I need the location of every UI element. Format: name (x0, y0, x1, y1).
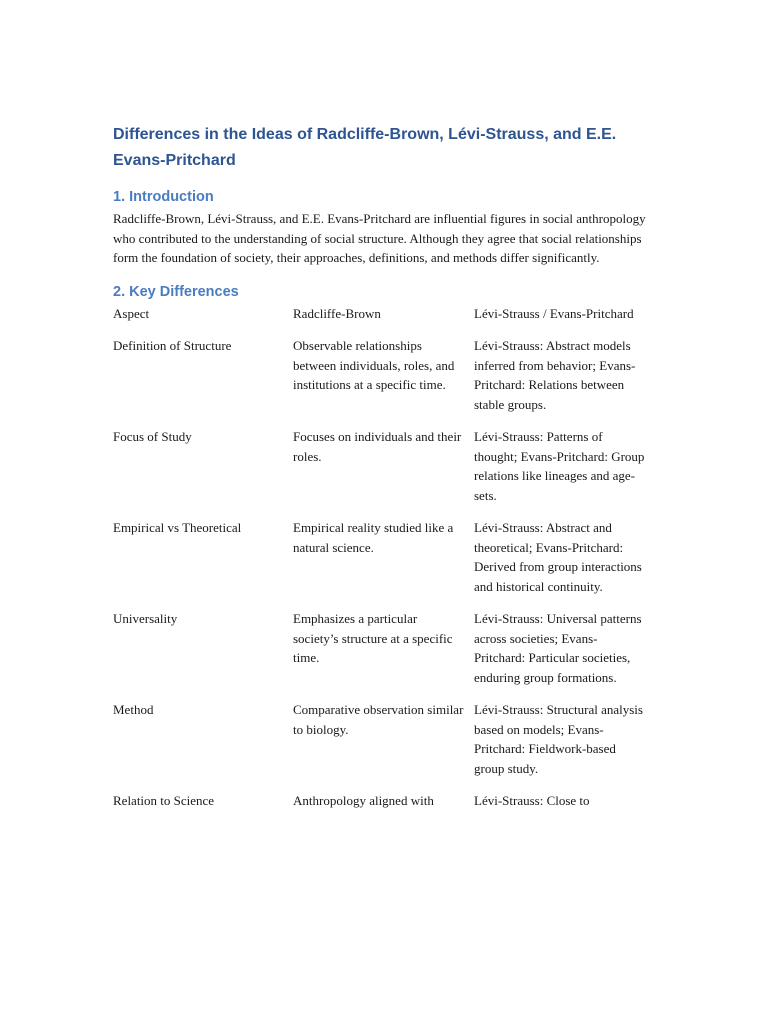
table-cell-radcliffe-brown: Comparative observation similar to biology. (293, 702, 464, 737)
table-cell-levi-strauss-evans-pritchard: Lévi-Strauss: Abstract models inferred from behavior; Evans-Pritchard: Relations between stable groups. (474, 338, 636, 412)
section-heading-introduction: 1. Introduction (113, 189, 214, 205)
table-cell-radcliffe-brown: Emphasizes a particular society’s structure at a specific time. (293, 611, 453, 665)
table-cell-aspect: Method (113, 702, 154, 717)
table-cell-levi-strauss-evans-pritchard: Lévi-Strauss: Patterns of thought; Evans-Pritchard: Group relations like lineages and age-sets. (474, 429, 645, 503)
table-cell-levi-strauss-evans-pritchard: Lévi-Strauss: Close to (474, 793, 590, 808)
table-row (113, 518, 658, 609)
table-cell-levi-strauss-evans-pritchard: Lévi-Strauss: Universal patterns across societies; Evans-Pritchard: Particular societies, enduring group formations. (474, 611, 642, 685)
header-cell-radcliffe-brown: Radcliffe-Brown (293, 305, 381, 321)
table-header-row (113, 304, 658, 337)
table-row (113, 791, 658, 824)
table-cell-aspect: Relation to Science (113, 793, 215, 808)
table-cell-aspect: Definition of Structure (113, 338, 232, 353)
table-row (113, 700, 658, 791)
table-cell-levi-strauss-evans-pritchard: Lévi-Strauss: Abstract and theoretical; Evans-Pritchard: Derived from group interactions and historical continuity. (474, 520, 642, 594)
table-row (113, 427, 658, 518)
table-row (113, 336, 658, 427)
table-cell-aspect: Empirical vs Theoretical (113, 520, 242, 535)
table-cell-aspect: Universality (113, 611, 178, 626)
introduction-paragraph: Radcliffe-Brown, Lévi-Strauss, and E.E. Evans-Pritchard are influential figures in social anthropology who contributed to the understanding of social structure. Although they agree that social relationships form the foundation of society, their approaches, definitions, and methods differ significantly. (113, 211, 646, 265)
document-title: Differences in the Ideas of Radcliffe-Brown, Lévi-Strauss, and E.E. Evans-Pritchard (113, 126, 617, 169)
table-cell-radcliffe-brown: Empirical reality studied like a natural science. (293, 520, 454, 555)
table-row (113, 609, 658, 700)
differences-table (113, 304, 658, 824)
table-cell-radcliffe-brown: Anthropology aligned with (293, 793, 434, 808)
table-cell-radcliffe-brown: Observable relationships between individuals, roles, and institutions at a specific time. (293, 338, 455, 392)
header-cell-aspect: Aspect (113, 305, 150, 321)
table-cell-radcliffe-brown: Focuses on individuals and their roles. (293, 429, 462, 464)
table-cell-aspect: Focus of Study (113, 429, 192, 444)
header-cell-levi-strauss-evans-pritchard: Lévi-Strauss / Evans-Pritchard (474, 305, 634, 321)
table-cell-levi-strauss-evans-pritchard: Lévi-Strauss: Structural analysis based on models; Evans-Pritchard: Fieldwork-based group study. (474, 702, 643, 776)
document-page (113, 122, 658, 824)
section-heading-key-differences: 2. Key Differences (113, 283, 239, 300)
